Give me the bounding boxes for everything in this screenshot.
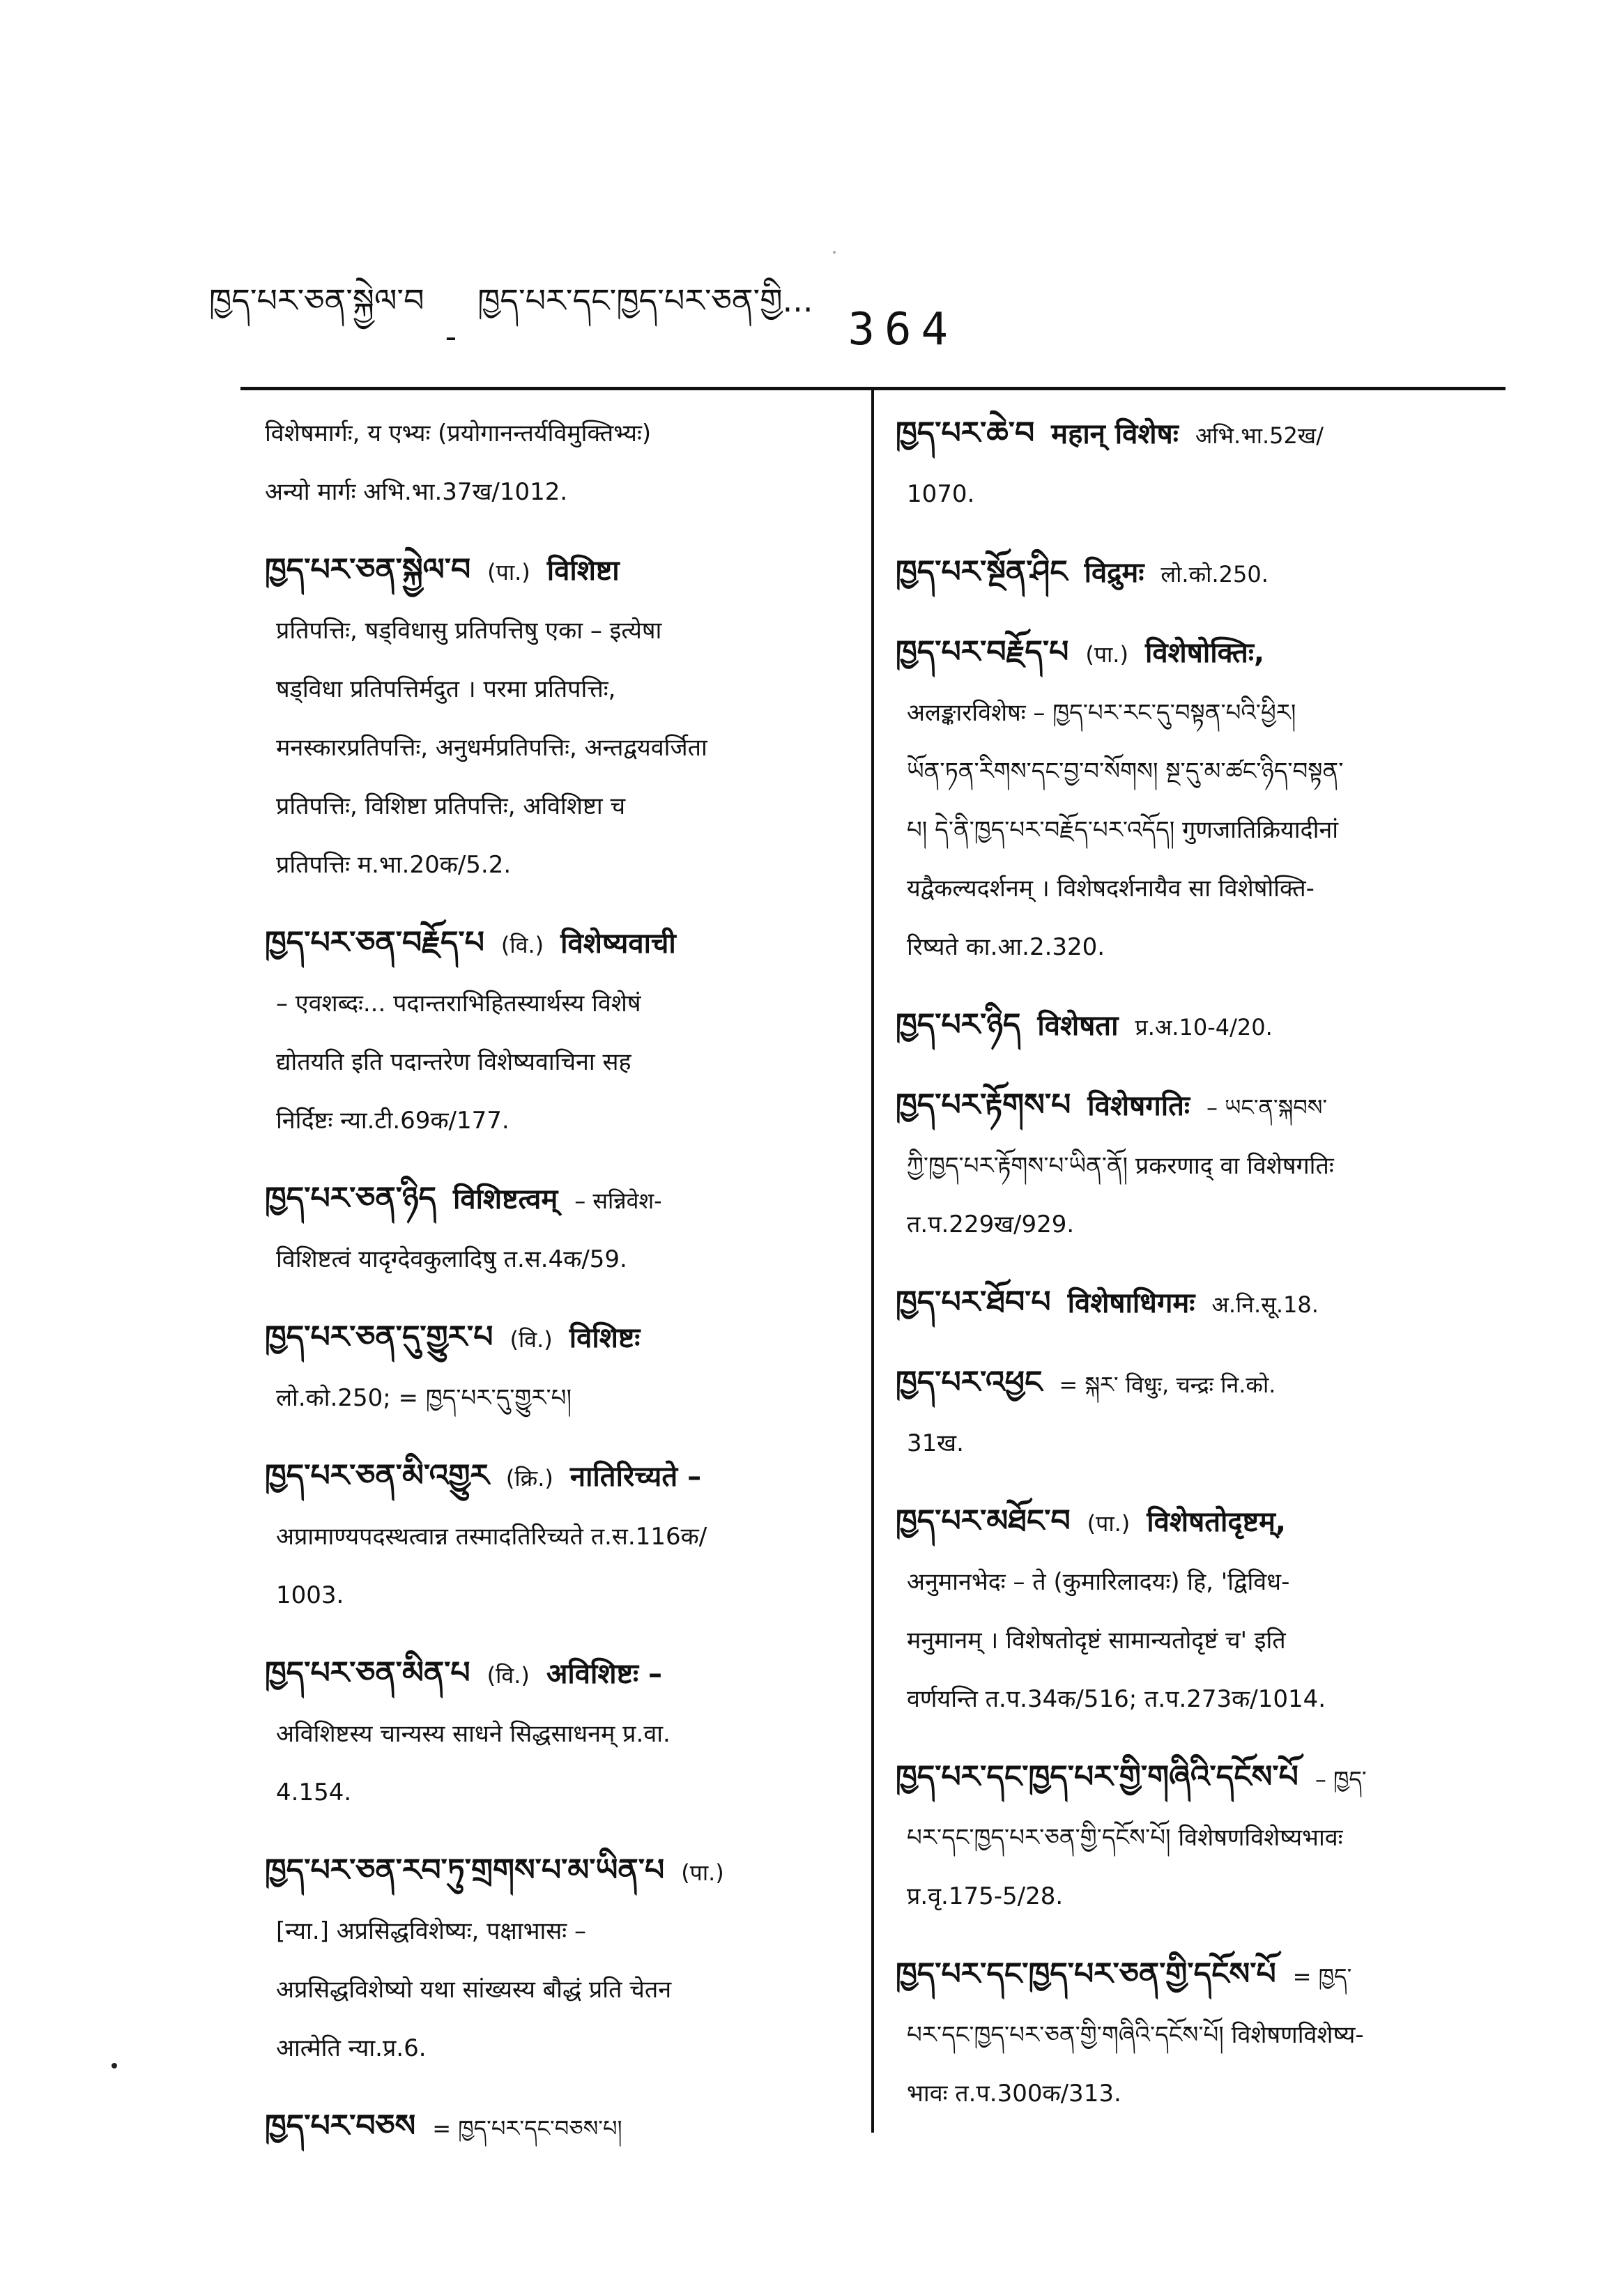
tibetan-headword: ཁྱད་པར་མཐོང་བ (896, 1503, 1071, 1539)
entry-head-line (896, 543, 1509, 604)
entry-head-line (896, 996, 1509, 1057)
grammar-tag: (पा.) (1087, 1510, 1131, 1537)
left-column (265, 404, 850, 2177)
dictionary-entry (265, 1644, 850, 1822)
tibetan-headword: ཁྱད་པར་བརྗོད་པ (896, 634, 1069, 670)
tibetan-headword: ཁྱད་པར་ཅན་དུ་གྱུར་པ (265, 1319, 493, 1355)
entry-head-line (896, 1353, 1509, 1414)
entry-text-line: अप्रसिद्धविशेष्यो यथा सांख्यस्य बौद्धं प्रति चेतन (276, 1976, 672, 2004)
entry-text-line: विशेषमार्गः, य एभ्यः (प्रयोगानन्तर्यविमुक्तिभ्यः) (265, 420, 652, 447)
entry-text-line: ཀྱི་ཁྱད་པར་རྟོགས་པ་ཡིན་ནོ། प्रकरणाद् वा विशेषगतिः (907, 1152, 1334, 1180)
entry-text-line: अलङ्कारविशेषः – ཁྱད་པར་རང་དུ་བསྟན་པའི་ཕྱིར། (907, 699, 1296, 727)
entry-text-line: निर्दिष्टः न्या.टी.69क/177. (276, 1107, 510, 1135)
entry-text-line: [न्या.] अप्रसिद्धविशेष्यः, पक्षाभासः – (276, 1917, 586, 1945)
entry-head-tail: प्र.अ.10-4/20. (1135, 1014, 1273, 1041)
entry-text-line: द्योतयति इति पदान्तरेण विशेष्यवाचिना सह (276, 1048, 631, 1076)
entry-text-line: – एवशब्दः... पदान्तराभिहितस्यार्थस्य विशेषं (276, 990, 641, 1018)
entry-text-line: अविशिष्टस्य चान्यस्य साधने सिद्धसाधनम् प्र.वा. (276, 1720, 671, 1748)
entry-head-line (265, 1308, 850, 1369)
entry-head-line (265, 2097, 850, 2158)
tibetan-headword: ཁྱད་པར་ཆེ་བ (896, 415, 1035, 451)
tibetan-headword: ཁྱད་པར་ཅན་མི་འགྱུར (265, 1458, 489, 1494)
entry-text-line: 31ख. (907, 1429, 964, 1457)
entry-text-line: मनुमानम् । विशेषतोदृष्टं सामान्यतोदृष्टं च' इति (907, 1627, 1286, 1655)
entry-text-line: मनस्कारप्रतिपत्तिः, अनुधर्मप्रतिपत्तिः, अन्तद्वयवर्जिता (276, 734, 707, 762)
entry-head-line (265, 1447, 850, 1507)
tibetan-headword: ཁྱད་པར་ཐོབ་པ (896, 1284, 1051, 1320)
sanskrit-equivalent: विशिष्टत्वम् (452, 1183, 558, 1215)
tibetan-headword: ཁྱད་པར་ཅན་སྐྱེལ་བ (265, 552, 471, 588)
dictionary-entry (896, 1748, 1509, 1926)
grammar-tag: (वि.) (500, 932, 544, 958)
entry-text-line: प्रतिपत्तिः म.भा.20क/5.2. (276, 851, 512, 879)
running-header (209, 279, 1255, 355)
grammar-tag: (पा.) (681, 1859, 724, 1886)
entry-head-tail: अभि.भा.52ख/ (1195, 422, 1324, 449)
entry-head-line (896, 623, 1509, 684)
entry-head-line (896, 404, 1509, 465)
dictionary-entry (265, 2097, 850, 2158)
entry-text-line: प्रतिपत्तिः, षड्विधासु प्रतिपत्तिषु एका – इत्येषा (276, 617, 662, 645)
tibetan-headword: ཁྱད་པར་བཅས (265, 2108, 416, 2144)
tibetan-headword: ཁྱད་པར་ཉིད (896, 1007, 1021, 1043)
entry-head-tail: = ཁྱད་ (1292, 1963, 1352, 1990)
grammar-tag: (क्रि.) (505, 1465, 553, 1491)
sanskrit-equivalent: नातिरिच्यते – (569, 1461, 702, 1493)
entry-head-line (265, 541, 850, 601)
entry-head-line (265, 1841, 850, 1902)
grammar-tag: (पा.) (1085, 641, 1128, 668)
dictionary-entry (896, 623, 1509, 976)
sanskrit-equivalent: विशेषतोदृष्टम्, (1147, 1506, 1287, 1538)
entry-text-line: अनुमानभेदः – ते (कुमारिलादयः) हि, 'द्विविध- (907, 1568, 1290, 1596)
dictionary-entry (896, 1353, 1509, 1473)
sanskrit-equivalent: विशेषता (1037, 1010, 1119, 1042)
dictionary-entry (896, 404, 1509, 523)
entry-head-line (896, 1492, 1509, 1553)
tibetan-headword: ཁྱད་པར་རྟོགས་པ (896, 1087, 1071, 1123)
tibetan-headword: ཁྱད་པར་ཅན་མིན་པ (265, 1655, 470, 1691)
sanskrit-equivalent: विशिष्टः (569, 1322, 641, 1354)
entry-text-line: 4.154. (276, 1779, 352, 1806)
tibetan-headword: ཁྱད་པར་འཕྱང (896, 1365, 1043, 1400)
entry-head-line (265, 1644, 850, 1705)
entry-head-tail: = སྐར་ विधुः, चन्द्रः नि.को. (1059, 1372, 1276, 1398)
header-last-entry: ཁྱད་པར་དང་ཁྱད་པར་ཅན་གྱི... (477, 282, 813, 319)
dictionary-entry (896, 1273, 1509, 1334)
entry-text-line: 1070. (907, 480, 975, 508)
sanskrit-equivalent: महान् विशेषः (1051, 418, 1179, 450)
entry-text-line: यद्वैकल्यदर्शनम् । विशेषदर्शनायैव सा विशेषोक्ति- (907, 875, 1315, 903)
entry-text-line: ཡོན་ཏན་རིགས་དང་བྱ་བ་སོགས། སྔ་དུ་མ་ཚང་ཉིད་བསྟན་ (907, 758, 1344, 785)
entry-head-tail: अ.नि.सू.18. (1211, 1291, 1319, 1318)
entry-head-line (896, 1076, 1509, 1137)
dictionary-entry (265, 1841, 850, 2078)
dictionary-entry (265, 541, 850, 894)
entry-text-line: आत्मेति न्या.प्र.6. (276, 2034, 427, 2062)
sanskrit-equivalent: विद्रुमः (1084, 557, 1144, 589)
grammar-tag: (वि.) (510, 1326, 553, 1353)
sanskrit-equivalent: विशेषोक्तिः, (1144, 637, 1265, 669)
entry-text-line: भावः त.प.300क/313. (907, 2080, 1121, 2108)
tibetan-headword: ཁྱད་པར་དང་ཁྱད་པར་གྱི་གཞིའི་དངོས་པོ (896, 1759, 1299, 1795)
entry-head-line (265, 1169, 850, 1230)
tibetan-headword: ཁྱད་པར་ཅན་རབ་ཏུ་གྲགས་པ་མ་ཡིན་པ (265, 1852, 665, 1888)
tibetan-headword: ཁྱད་པར་དང་ཁྱད་པར་ཅན་གྱི་དངོས་པོ (896, 1956, 1276, 1992)
header-first-entry: ཁྱད་པར་ཅན་སྐྱེལ་བ (209, 282, 424, 319)
entry-head-tail: – ཁྱད་ (1315, 1766, 1367, 1793)
grammar-tag: (वि.) (487, 1662, 530, 1689)
dictionary-entry (265, 1169, 850, 1289)
tibetan-headword: ཁྱད་པར་སྔོན་ཤིང (896, 554, 1068, 590)
entry-head-tail: – ཡང་ན་སྐབས་ (1206, 1094, 1328, 1121)
dictionary-entry (896, 1492, 1509, 1728)
entry-text-line: लो.को.250; = ཁྱད་པར་དུ་གྱུར་པ། (276, 1384, 572, 1412)
entry-head-line (265, 914, 850, 974)
entry-head-tail: लो.को.250. (1160, 561, 1269, 588)
grammar-tag: (पा.) (487, 559, 530, 585)
right-column (896, 404, 1509, 2142)
entry-text-line: षड्विधा प्रतिपत्तिर्मदुत । परमा प्रतिपत्तिः, (276, 675, 616, 703)
tibetan-headword: ཁྱད་པར་ཅན་བརྗོད་པ (265, 925, 484, 960)
entry-head-line (896, 1748, 1509, 1809)
entry-head-line (896, 1945, 1509, 2006)
entry-text-line: वर्णयन्ति त.प.34क/516; त.प.273क/1014. (907, 1685, 1326, 1713)
entry-text-line: प्रतिपत्तिः, विशिष्टा प्रतिपत्तिः, अविशिष्टा च (276, 792, 626, 820)
dictionary-entry (265, 914, 850, 1150)
header-dash: - (445, 318, 457, 355)
dictionary-entry (265, 1308, 850, 1427)
entry-text-line: अन्यो मार्गः अभि.भा.37ख/1012. (265, 478, 568, 506)
column-divider (871, 390, 874, 2133)
sanskrit-equivalent: विशेष्यवाची (560, 928, 676, 960)
sanskrit-equivalent: अविशिष्टः – (546, 1658, 662, 1690)
sanskrit-equivalent: विशिष्टा (546, 555, 620, 587)
tibetan-headword: ཁྱད་པར་ཅན་ཉིད (265, 1181, 436, 1216)
sanskrit-equivalent: विशेषगतिः (1087, 1090, 1190, 1122)
page-number: 364 (848, 304, 958, 355)
sanskrit-equivalent: विशेषाधिगमः (1067, 1287, 1195, 1319)
entry-text-line: प्र.वृ.175-5/28. (907, 1882, 1064, 1910)
entry-text-line: 1003. (276, 1581, 344, 1609)
scan-speck (833, 251, 836, 254)
scan-speck (112, 2063, 117, 2068)
entry-text-line: པར་དང་ཁྱད་པར་ཅན་གྱི་དངོས་པོ། विशेषणविशेष्यभावः (907, 1824, 1343, 1852)
entry-text-line: པར་དང་ཁྱད་པར་ཅན་གྱི་གཞིའི་དངོས་པོ། विशेषणविशेष्य- (907, 2021, 1364, 2049)
dictionary-entry (896, 996, 1509, 1057)
entry-text-line: པ། དེ་ནི་ཁྱད་པར་བརྗོད་པར་འདོད། गुणजातिक्रियादीनां (907, 816, 1339, 844)
dictionary-entry (896, 543, 1509, 604)
entry-text-line: रिष्यते का.आ.2.320. (907, 933, 1105, 961)
dictionary-entry (896, 1076, 1509, 1254)
entry-text-line: विशिष्टत्वं यादृग्देवकुलादिषु त.स.4क/59. (276, 1245, 627, 1273)
entry-head-tail: = ཁྱད་པར་དང་བཅས་པ། (432, 2115, 622, 2142)
entry-head-line (896, 1273, 1509, 1334)
dictionary-entry (265, 404, 850, 521)
dictionary-entry (265, 1447, 850, 1625)
entry-text-line: अप्रामाण्यपदस्थत्वान्न तस्मादतिरिच्यते त.स.116क/ (276, 1523, 707, 1551)
entry-text-line: त.प.229ख/929. (907, 1211, 1075, 1238)
dictionary-entry (896, 1945, 1509, 2123)
entry-head-tail: – सन्निवेश- (574, 1188, 662, 1214)
